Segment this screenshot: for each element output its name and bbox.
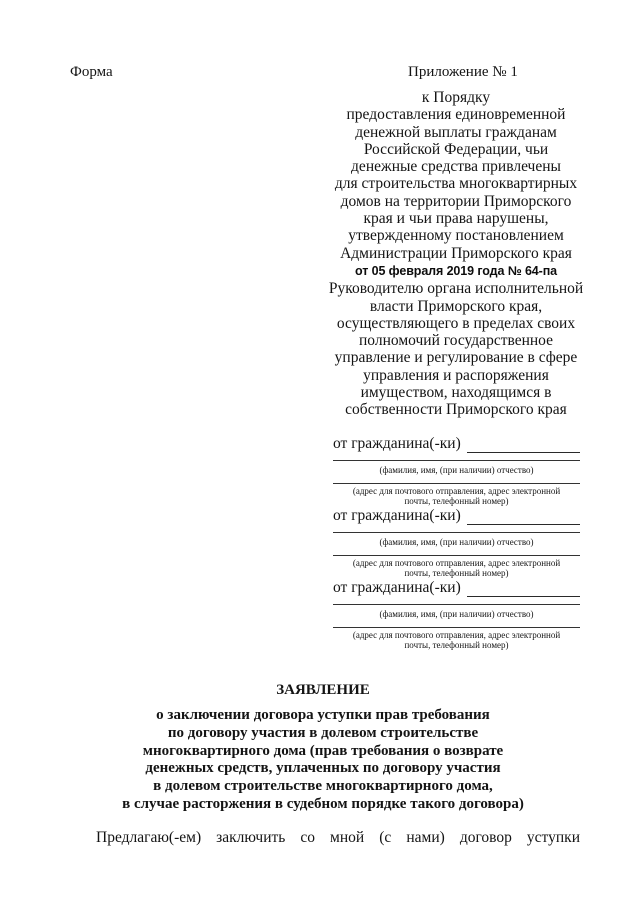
addressee-line: полномочий государственное xyxy=(359,332,553,350)
appendix-note-line: к Порядку xyxy=(421,89,491,106)
applicant-from-row xyxy=(333,435,580,453)
appendix-label: Приложение № 1 xyxy=(408,64,518,80)
body-paragraph: Предлагаю(-ем) заключить со мной (с нами) договор уступки xyxy=(96,829,580,846)
applicant-from-row xyxy=(333,507,580,525)
address-caption-line: почты, телефонный номер) xyxy=(404,496,509,506)
name-rule xyxy=(333,604,580,605)
statement-subtitle-line: многоквартирного дома (прав требования о возврате xyxy=(142,742,504,759)
decree-reference xyxy=(325,262,587,280)
addressee-line: имуществом, находящимся в xyxy=(360,384,552,402)
statement-title: ЗАЯВЛЕНИЕ xyxy=(276,682,370,698)
addressee-line: Руководителю органа исполнительной xyxy=(328,280,584,298)
appendix-note-block xyxy=(325,89,587,419)
address-caption-line: (адрес для почтового отправления, адрес электронной xyxy=(352,558,561,568)
statement-subtitle-line: о заключении договора уступки прав требования xyxy=(156,707,490,723)
appendix-note-line: предоставления единовременной xyxy=(346,106,566,124)
statement-subtitle-line: в долевом строительстве многоквартирного дома, xyxy=(153,778,493,795)
address-caption xyxy=(333,486,580,506)
address-caption-line: (адрес для почтового отправления, адрес электронной xyxy=(352,486,561,496)
appendix-note-line: края и чьи права нарушены, xyxy=(363,210,549,228)
applicant-block xyxy=(333,579,580,651)
appendix-note-line: домов на территории Приморского xyxy=(340,192,572,210)
applicant-blank-line xyxy=(467,437,580,453)
addressee-line: управления и распоряжения xyxy=(363,366,549,384)
appendix-note-line: Администрации Приморского края xyxy=(340,244,572,262)
statement-subtitle-line: в случае расторжения в судебном порядке такого договора) xyxy=(122,795,524,812)
address-caption-line: (адрес для почтового отправления, адрес электронной xyxy=(352,630,561,640)
name-rule xyxy=(333,532,580,533)
address-caption-line: почты, телефонный номер) xyxy=(404,640,509,650)
applicant-from-label: от гражданина(-ки) xyxy=(333,435,461,452)
applicant-from-row xyxy=(333,579,580,597)
address-rule xyxy=(333,555,580,556)
statement-subtitle-line: денежных средств, уплаченных по договору участия xyxy=(145,760,501,777)
applicant-block xyxy=(333,435,580,507)
address-rule xyxy=(333,483,580,484)
statement-subtitle-line: по договору участия в долевом строительстве xyxy=(167,724,479,741)
applicant-from-label: от гражданина(-ки) xyxy=(333,507,461,524)
applicant-blank-line xyxy=(467,581,580,597)
applicant-blank-line xyxy=(467,509,580,525)
name-caption: (фамилия, имя, (при наличии) отчество) xyxy=(379,609,534,619)
address-caption xyxy=(333,630,580,650)
addressee-line: власти Приморского края, xyxy=(369,297,543,315)
applicant-from-label: от гражданина(-ки) xyxy=(333,579,461,596)
name-caption: (фамилия, имя, (при наличии) отчество) xyxy=(379,537,534,547)
appendix-note-line: денежные средства привлечены xyxy=(351,158,561,176)
address-rule xyxy=(333,627,580,628)
addressee-line: осуществляющего в пределах своих xyxy=(336,314,576,332)
applicant-block xyxy=(333,507,580,579)
address-caption xyxy=(333,558,580,578)
statement-subtitle xyxy=(64,707,582,814)
addressee-line: собственности Приморского края xyxy=(345,401,567,419)
name-rule xyxy=(333,460,580,461)
form-label: Форма xyxy=(70,64,113,80)
decree-stamp: от 05 февраля 2019 года № 64-па xyxy=(354,263,558,278)
appendix-note-line: Российской Федерации, чьи xyxy=(363,140,549,158)
appendix-note-line: для строительства многоквартирных xyxy=(334,175,578,193)
addressee-line: управление и регулирование в сфере xyxy=(334,349,578,367)
name-caption: (фамилия, имя, (при наличии) отчество) xyxy=(379,465,534,475)
appendix-note-line: утвержденному постановлением xyxy=(348,227,564,245)
address-caption-line: почты, телефонный номер) xyxy=(404,568,509,578)
appendix-note-line: денежной выплаты гражданам xyxy=(355,123,557,141)
